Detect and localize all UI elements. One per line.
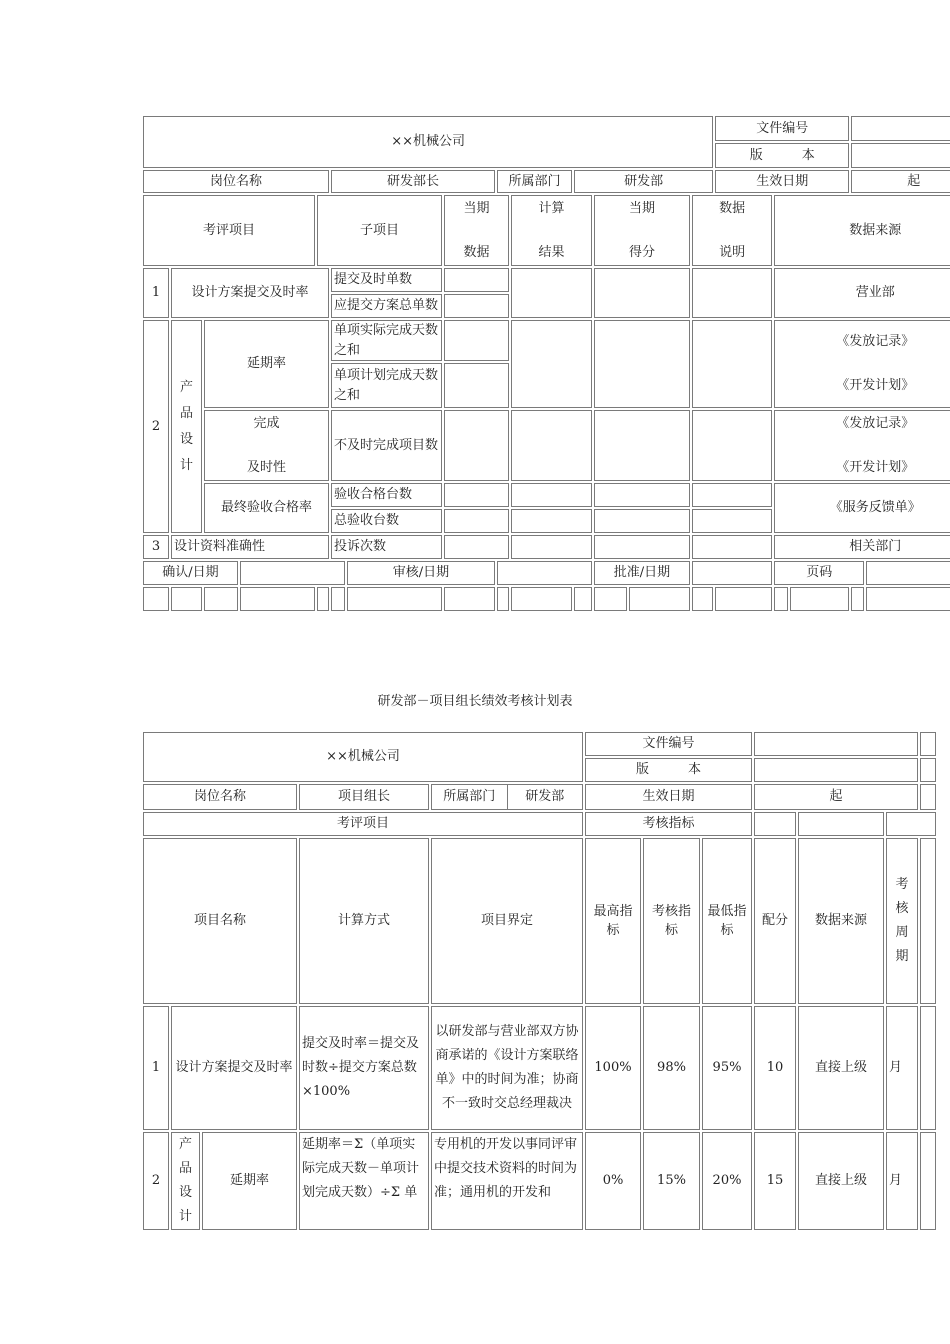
eval-item: 设计资料准确性 [171, 535, 329, 559]
data-cell[interactable] [692, 535, 772, 559]
data-cell[interactable] [692, 320, 772, 408]
blank-cell [317, 587, 329, 611]
header-data-source: 数据来源 [798, 838, 884, 1004]
header-min-index: 最低指标 [702, 838, 752, 1004]
data-cell[interactable] [444, 320, 509, 361]
file-number-label: 文件编号 [715, 116, 849, 141]
header-max-index: 最高指标 [585, 838, 641, 1004]
approve-date-value[interactable] [692, 561, 772, 585]
sub-item: 投诉次数 [331, 535, 442, 559]
sub-item: 不及时完成项目数 [331, 410, 442, 481]
data-source: 《发放记录》 《开发计划》 [774, 320, 950, 408]
blank-cell [920, 732, 936, 756]
blank-cell [143, 587, 169, 611]
blank-cell [715, 587, 772, 611]
data-cell[interactable] [511, 535, 592, 559]
version-label: 版 本 [715, 143, 849, 168]
blank-cell [629, 587, 690, 611]
data-source: 直接上级 [798, 1006, 884, 1130]
blank-cell [754, 812, 796, 836]
dept-value: 研发部 [574, 170, 713, 193]
data-cell[interactable] [444, 363, 509, 408]
confirm-date-label: 确认/日期 [143, 561, 238, 585]
confirm-date-value[interactable] [240, 561, 345, 585]
item-name: 设计方案提交及时率 [171, 1006, 297, 1130]
header-item-name: 项目名称 [143, 838, 297, 1004]
item-definition: 专用机的开发以事同评审中提交技术资料的时间为准；通用机的开发和 [431, 1132, 583, 1230]
data-cell[interactable] [511, 483, 592, 507]
data-cell[interactable] [692, 410, 772, 481]
eval-item: 设计方案提交及时率 [171, 268, 329, 318]
blank-cell [171, 587, 202, 611]
post-value: 项目组长 [299, 784, 429, 810]
data-cell[interactable] [444, 509, 509, 533]
dept-value: 研发部 [525, 789, 565, 804]
row-number: 1 [143, 268, 169, 318]
calc-method: 提交及时率＝提交及时数÷提交方案总数×100% [299, 1006, 429, 1130]
data-cell[interactable] [444, 410, 509, 481]
blank-cell [790, 587, 849, 611]
eval-item-header: 考评项目 [143, 812, 583, 836]
data-source: 《服务反馈单》 [774, 483, 950, 533]
file-number-label: 文件编号 [585, 732, 752, 756]
assessment-table-1 [141, 114, 950, 613]
page-label: 页码 [774, 561, 864, 585]
target-index: 98% [643, 1006, 700, 1130]
row-number: 2 [143, 320, 169, 533]
data-cell[interactable] [594, 268, 690, 318]
data-cell[interactable] [444, 535, 509, 559]
target-index: 15% [643, 1132, 700, 1230]
effective-date-label: 生效日期 [585, 784, 752, 810]
weight: 10 [754, 1006, 796, 1130]
blank-cell [920, 1132, 936, 1230]
period: 月 [886, 1006, 918, 1130]
review-date-label: 审核/日期 [347, 561, 495, 585]
min-index: 95% [702, 1006, 752, 1130]
assessment-table-2 [141, 730, 938, 1232]
sub-item: 单项计划完成天数之和 [331, 363, 442, 408]
data-cell[interactable] [444, 294, 509, 318]
blank-cell [692, 587, 713, 611]
blank-cell [594, 587, 627, 611]
blank-cell [920, 1006, 936, 1130]
data-cell[interactable] [444, 483, 509, 507]
header-data-note: 数据 说明 [692, 195, 772, 266]
file-number-value[interactable] [754, 732, 918, 756]
data-cell[interactable] [511, 320, 592, 408]
file-number-value[interactable] [851, 116, 950, 141]
version-value[interactable] [851, 143, 950, 168]
sub-item: 验收合格台数 [331, 483, 442, 507]
blank-cell [204, 587, 238, 611]
effective-date-value: 起 [754, 784, 918, 810]
post-value: 研发部长 [331, 170, 495, 193]
data-source: 营业部 [774, 268, 950, 318]
header-eval-item: 考评项目 [143, 195, 315, 266]
blank-cell [798, 812, 884, 836]
data-cell[interactable] [594, 483, 690, 507]
sub-item: 应提交方案总单数 [331, 294, 442, 318]
plan-table-title: 研发部－项目组长绩效考核计划表 [377, 694, 573, 709]
sub-item: 总验收台数 [331, 509, 442, 533]
data-cell[interactable] [511, 509, 592, 533]
data-cell[interactable] [692, 268, 772, 318]
blank-cell [886, 812, 936, 836]
dept-label: 所属部门 [497, 170, 572, 193]
company-name: ××机械公司 [143, 116, 713, 168]
weight: 15 [754, 1132, 796, 1230]
item-name: 延期率 [202, 1132, 297, 1230]
item-definition: 以研发部与营业部双方协商承诺的《设计方案联络单》中的时间为准；协商不一致时交总经理裁决 [431, 1006, 583, 1130]
header-current-data: 当期 数据 [444, 195, 509, 266]
min-index: 20% [702, 1132, 752, 1230]
row-number: 3 [143, 535, 169, 559]
effective-date-label: 生效日期 [715, 170, 849, 193]
header-current-score: 当期 得分 [594, 195, 690, 266]
sub-item: 单项实际完成天数之和 [331, 320, 442, 361]
blank-cell [347, 587, 442, 611]
data-cell[interactable] [594, 535, 690, 559]
version-label: 版 本 [585, 758, 752, 782]
blank-cell [574, 587, 592, 611]
blank-cell [497, 587, 509, 611]
header-item-definition: 项目界定 [431, 838, 583, 1004]
data-cell[interactable] [692, 483, 772, 507]
header-weight: 配分 [754, 838, 796, 1004]
header-calc-result: 计算 结果 [511, 195, 592, 266]
header-period: 考核周期 [886, 838, 918, 1004]
blank-cell [331, 587, 345, 611]
data-cell[interactable] [594, 410, 690, 481]
review-date-value[interactable] [497, 561, 592, 585]
data-cell[interactable] [692, 509, 772, 533]
row-number: 1 [143, 1006, 169, 1130]
header-target-index: 考核指标 [643, 838, 700, 1004]
data-cell[interactable] [444, 268, 509, 292]
data-cell[interactable] [511, 268, 592, 318]
post-label: 岗位名称 [143, 784, 297, 810]
max-index: 100% [585, 1006, 641, 1130]
blank-cell [866, 587, 950, 611]
eval-item: 延期率 [204, 320, 329, 408]
header-data-source: 数据来源 [774, 195, 950, 266]
version-value[interactable] [754, 758, 918, 782]
dept-block [431, 784, 583, 810]
group-label: 产品设计 [171, 1132, 200, 1230]
blank-cell [511, 587, 572, 611]
page-value[interactable] [866, 561, 950, 585]
data-source: 相关部门 [774, 535, 950, 559]
max-index: 0% [585, 1132, 641, 1230]
eval-index-header: 考核指标 [585, 812, 752, 836]
data-source: 《发放记录》 《开发计划》 [774, 410, 950, 481]
data-cell[interactable] [511, 410, 592, 481]
header-sub-item: 子项目 [317, 195, 442, 266]
blank-cell [920, 838, 936, 1004]
blank-cell [240, 587, 315, 611]
sub-item: 提交及时单数 [331, 268, 442, 292]
group-label: 产品设计 [171, 320, 202, 533]
eval-item: 最终验收合格率 [204, 483, 329, 533]
blank-cell [774, 587, 788, 611]
dept-label: 所属部门 [432, 785, 508, 809]
blank-cell [851, 587, 864, 611]
post-label: 岗位名称 [143, 170, 329, 193]
blank-cell [920, 758, 936, 782]
data-cell[interactable] [594, 509, 690, 533]
blank-cell [920, 784, 936, 810]
header-calc-method: 计算方式 [299, 838, 429, 1004]
data-cell[interactable] [594, 320, 690, 408]
row-number: 2 [143, 1132, 169, 1230]
approve-date-label: 批准/日期 [594, 561, 690, 585]
calc-method: 延期率＝Σ（单项实际完成天数－单项计划完成天数）÷Σ 单 [299, 1132, 429, 1230]
effective-date-value: 起 [851, 170, 950, 193]
data-source: 直接上级 [798, 1132, 884, 1230]
blank-cell [444, 587, 495, 611]
company-name: ××机械公司 [143, 732, 583, 782]
eval-item: 完成 及时性 [204, 410, 329, 481]
period: 月 [886, 1132, 918, 1230]
